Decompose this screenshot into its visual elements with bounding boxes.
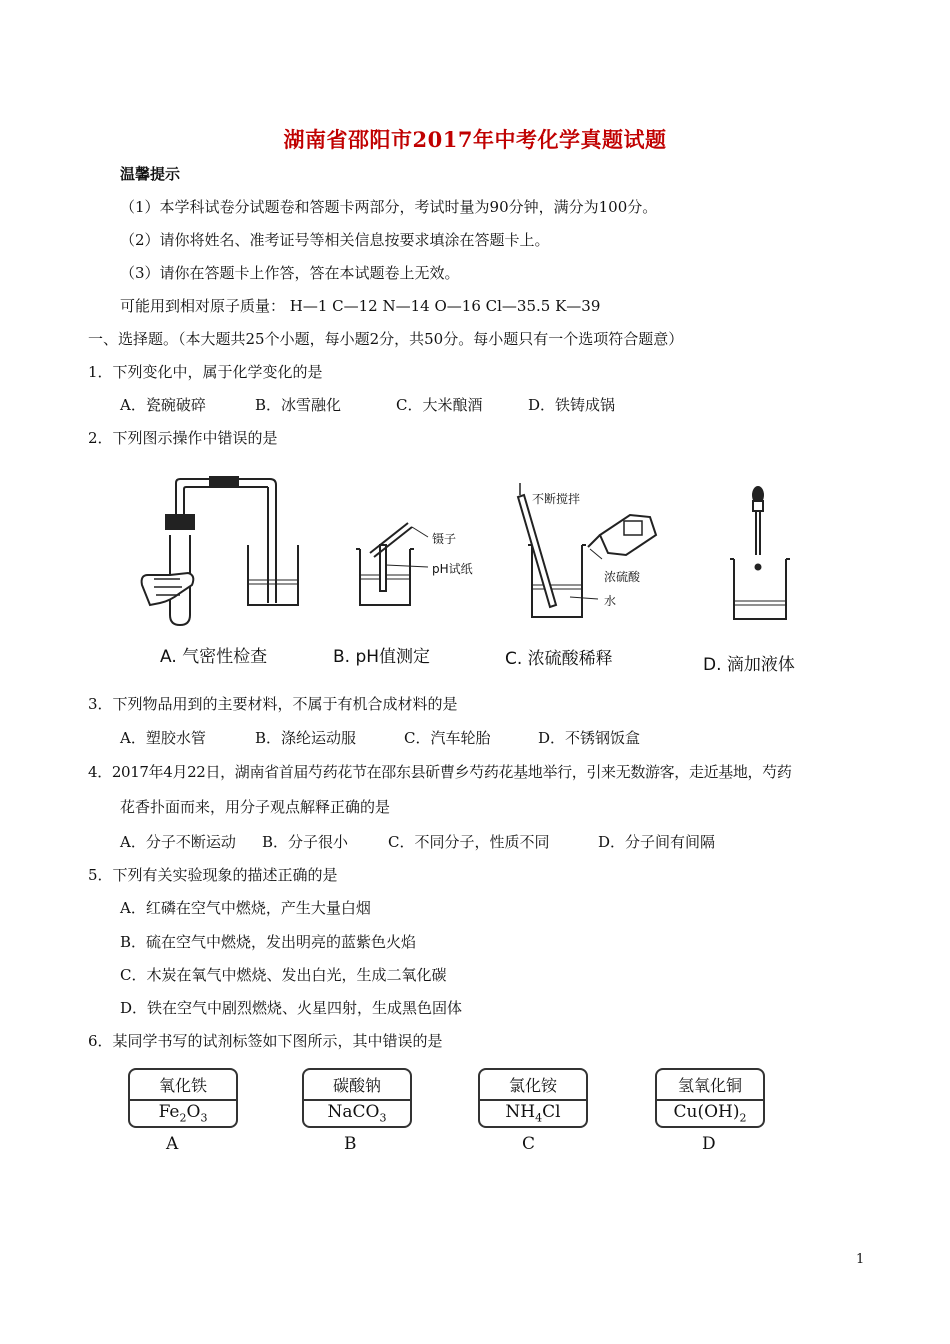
q1-option-a: A．瓷碗破碎 [120,396,206,414]
q4-option-d: D．分子间有间隔 [598,833,716,851]
q4-stem-line1: 4．2017年4月22日，湖南省首届芍药花节在邵东县斫曹乡芍药花基地举行，引来无数游客，走近基地，芍药 [88,763,792,781]
figure-caption-c: C. 浓硫酸稀释 [505,649,613,669]
q1-option-b: B．冰雪融化 [255,396,342,414]
figure-b-apparatus [356,523,428,605]
reagent-label-b [302,1068,412,1128]
q4-stem-line2: 花香扑面而来，用分子观点解释正确的是 [120,798,391,816]
q3-option-c: C．汽车轮胎 [404,729,491,747]
reagent-name: 碳酸钠 [332,1076,381,1095]
tip-item-3: （3）请你在答题卡上作答，答在本试题卷上无效。 [120,264,460,282]
annotation-conc-acid: 浓硫酸 [604,570,641,584]
q5-option-b: B．硫在空气中燃烧，发出明亮的蓝紫色火焰 [120,933,417,951]
q3-option-a: A．塑胶水管 [120,729,206,747]
reagent-label-c [478,1068,588,1128]
figure-d-apparatus [730,487,790,619]
annotation-stir: 不断搅拌 [532,492,581,506]
page-title: 湖南省邵阳市2017年中考化学真题试题 [283,127,667,152]
q5-option-d: D．铁在空气中剧烈燃烧、火星四射，生成黑色固体 [120,999,463,1017]
section-heading: 一、选择题。（本大题共25个小题，每小题2分，共50分。每小题只有一个选项符合题意） [88,330,684,348]
tips-heading: 温馨提示 [120,165,181,183]
figure-caption-d: D. 滴加液体 [703,655,795,675]
reagent-name: 氢氧化铜 [677,1076,742,1095]
reagent-formula: $Cu(OH)_2$ [673,1102,747,1125]
q3-option-b: B．涤纶运动服 [255,729,357,747]
q4-option-a: A．分子不断运动 [120,833,236,851]
reagent-letter-d: D [702,1134,716,1154]
q6-stem: 6．某同学书写的试剂标签如下图所示，其中错误的是 [88,1032,443,1050]
figure-a-apparatus [142,477,298,625]
annotation-ph-paper: pH试纸 [432,562,473,576]
figure-caption-b: B. pH值测定 [333,647,431,667]
figure-caption-a: A. 气密性检查 [160,647,268,667]
q1-option-c: C．大米酿酒 [396,396,483,414]
reagent-name: 氯化铵 [508,1076,557,1095]
reagent-name: 氧化铁 [158,1076,207,1095]
q5-stem: 5．下列有关实验现象的描述正确的是 [88,866,338,884]
atomic-masses: 可能用到相对原子质量： H—1 C—12 N—14 O—16 Cl—35.5 K—39 [120,297,601,315]
reagent-label-a [128,1068,238,1128]
q2-stem: 2．下列图示操作中错误的是 [88,429,278,447]
q5-option-c: C．木炭在氧气中燃烧、发出白光，生成二氧化碳 [120,966,447,984]
q4-option-b: B．分子很小 [262,833,349,851]
reagent-letter-a: A [166,1134,179,1154]
reagent-formula: $Fe_2O_3$ [158,1102,208,1125]
page-number: 1 [856,1252,865,1267]
q5-option-a: A．红磷在空气中燃烧，产生大量白烟 [120,899,371,917]
q3-stem: 3．下列物品用到的主要材料，不属于有机合成材料的是 [88,695,458,713]
reagent-letter-c: C [522,1134,536,1154]
q1-option-d: D．铁铸成锅 [528,396,616,414]
q3-option-d: D．不锈钢饭盒 [538,729,641,747]
reagent-formula: $NH_4Cl$ [505,1102,561,1125]
reagent-letter-b: B [344,1134,357,1154]
annotation-water: 水 [604,594,617,608]
tip-item-1: （1）本学科试卷分试题卷和答题卡两部分，考试时量为90分钟，满分为100分。 [120,198,658,216]
reagent-label-d [655,1068,765,1128]
q1-stem: 1．下列变化中，属于化学变化的是 [88,363,323,381]
q4-option-c: C．不同分子，性质不同 [388,833,550,851]
tip-item-2: （2）请你将姓名、准考证号等相关信息按要求填涂在答题卡上。 [120,231,550,249]
reagent-formula: NaCO$_3$ [327,1102,387,1125]
annotation-tweezers: 镊子 [432,532,457,546]
